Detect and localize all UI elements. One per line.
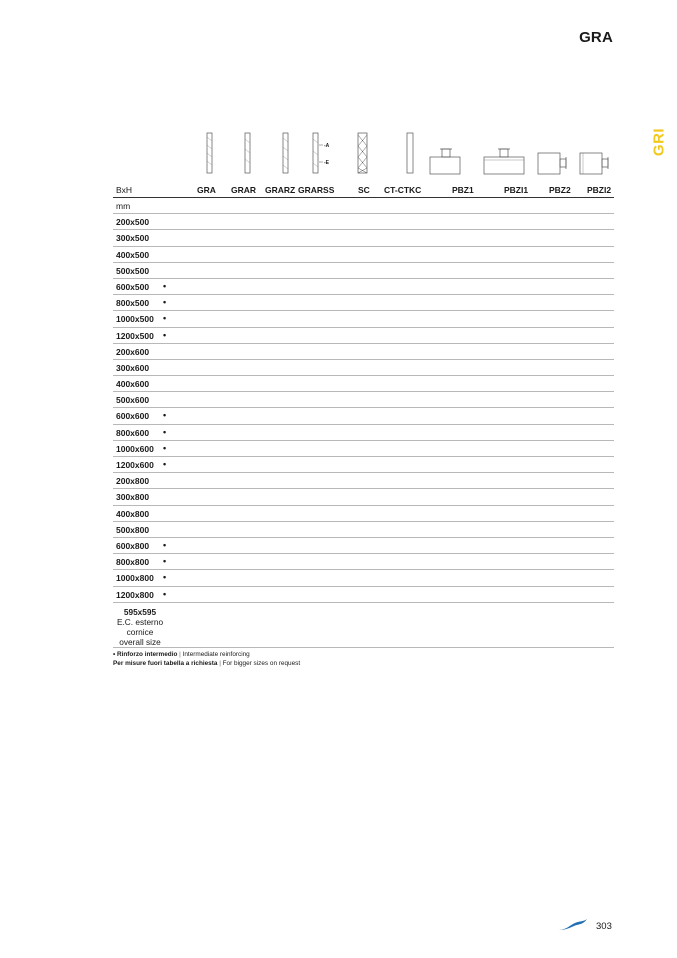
row-size: 600x600 bbox=[116, 411, 150, 422]
reinforcing-mark: • bbox=[163, 539, 167, 550]
table-row bbox=[113, 489, 614, 505]
pbzi2-drawing bbox=[578, 151, 614, 175]
row-size: 500x500 bbox=[116, 265, 150, 276]
table-row bbox=[113, 279, 614, 295]
reinforcing-mark: • bbox=[163, 588, 167, 599]
col-grarss: GRARSS bbox=[298, 185, 335, 195]
reinforcing-mark: • bbox=[163, 410, 167, 421]
row-size: 500x600 bbox=[116, 395, 150, 406]
col-ct-ctkc: CT-CTKC bbox=[384, 185, 422, 195]
table-row bbox=[113, 506, 614, 522]
table-row bbox=[113, 392, 614, 408]
row-size: 500x800 bbox=[116, 524, 150, 535]
row-size: 800x500 bbox=[116, 298, 150, 309]
table-row bbox=[113, 457, 614, 473]
row-size: 400x600 bbox=[116, 379, 150, 390]
reinforcing-mark: • bbox=[163, 442, 167, 453]
overall-size-cell bbox=[116, 607, 164, 647]
table-row bbox=[113, 295, 614, 311]
note-reinforcing: • Rinforzo intermedio | Intermediate reinforcing bbox=[113, 651, 250, 658]
row-size: 1200x500 bbox=[116, 330, 154, 341]
table-row bbox=[113, 214, 614, 230]
page-number: 303 bbox=[596, 921, 612, 932]
unit-label: mm bbox=[116, 201, 131, 211]
row-size: 800x800 bbox=[116, 557, 150, 568]
row-size: 200x600 bbox=[116, 346, 150, 357]
row-size: 1000x600 bbox=[116, 443, 154, 454]
row-size: 600x800 bbox=[116, 540, 150, 551]
table-row bbox=[113, 441, 614, 457]
size-table bbox=[113, 181, 614, 648]
reinforcing-mark: • bbox=[163, 459, 167, 469]
page-title: GRA bbox=[579, 29, 613, 46]
col-pbzi1: PBZI1 bbox=[504, 185, 529, 195]
label-a: -A bbox=[324, 143, 330, 149]
table-row-unit bbox=[113, 198, 614, 214]
reinforcing-mark: • bbox=[163, 572, 167, 583]
table-row-overall bbox=[113, 603, 614, 648]
reinforcing-mark: • bbox=[163, 280, 167, 291]
col-sc: SC bbox=[358, 185, 370, 195]
reinforcing-mark: • bbox=[163, 556, 167, 567]
table-row bbox=[113, 328, 614, 344]
overall-size: 595x595 bbox=[123, 606, 157, 617]
row-size: 400x500 bbox=[116, 249, 150, 260]
col-gra: GRA bbox=[197, 185, 216, 195]
table-row bbox=[113, 247, 614, 263]
table-row bbox=[113, 344, 614, 360]
table-row bbox=[113, 408, 614, 424]
col-grar: GRAR bbox=[231, 185, 257, 195]
gra-drawing bbox=[205, 133, 215, 173]
wave-logo-icon bbox=[558, 918, 588, 932]
table-rows bbox=[113, 214, 614, 603]
label-e: -E bbox=[324, 160, 329, 166]
overall-line2: E.C. esterno bbox=[116, 616, 164, 627]
table-row bbox=[113, 587, 614, 603]
row-size: 400x800 bbox=[116, 508, 150, 519]
row-size: 1000x800 bbox=[116, 573, 154, 584]
row-size: 300x800 bbox=[116, 492, 150, 503]
row-size: 1200x800 bbox=[116, 589, 154, 600]
overall-line3: cornice bbox=[126, 626, 154, 637]
col-pbzi2: PBZI2 bbox=[587, 185, 612, 195]
pbzi1-drawing bbox=[482, 147, 526, 175]
note-bigger-sizes: Per misure fuori tabella a richiesta | For bigger sizes on request bbox=[113, 659, 301, 667]
grarz-drawing bbox=[281, 133, 291, 173]
notes bbox=[113, 651, 300, 668]
row-size: 1000x500 bbox=[116, 314, 154, 325]
overall-line4: overall size bbox=[119, 636, 161, 647]
col-pbz2: PBZ2 bbox=[549, 185, 571, 195]
grarss-drawing bbox=[311, 133, 337, 173]
reinforcing-mark: • bbox=[163, 313, 167, 324]
product-drawings bbox=[0, 125, 677, 181]
reinforcing-mark: • bbox=[163, 329, 167, 340]
table-row bbox=[113, 554, 614, 570]
table-row bbox=[113, 570, 614, 586]
row-size: 600x500 bbox=[116, 281, 150, 292]
row-size: 800x600 bbox=[116, 427, 150, 438]
table-row bbox=[113, 425, 614, 441]
pbz2-drawing bbox=[536, 151, 572, 175]
table-row bbox=[113, 311, 614, 327]
col-pbz1: PBZ1 bbox=[452, 185, 474, 195]
col-grarz: GRARZ bbox=[265, 185, 296, 195]
reinforcing-mark: • bbox=[163, 426, 167, 437]
table-row bbox=[113, 522, 614, 538]
table-row bbox=[113, 538, 614, 554]
table-header bbox=[113, 181, 614, 198]
row-size: 300x500 bbox=[116, 233, 150, 244]
row-size: 1200x600 bbox=[116, 460, 154, 470]
row-size: 200x500 bbox=[116, 217, 150, 228]
grar-drawing bbox=[243, 133, 253, 173]
table-row bbox=[113, 473, 614, 489]
table-row bbox=[113, 263, 614, 279]
table-row bbox=[113, 376, 614, 392]
row-size: 300x600 bbox=[116, 362, 150, 373]
ct-ctkc-drawing bbox=[405, 133, 417, 173]
side-tab-label: GRI bbox=[650, 127, 668, 157]
table-row bbox=[113, 230, 614, 246]
pbz1-drawing bbox=[428, 147, 462, 175]
reinforcing-mark: • bbox=[163, 297, 167, 308]
sc-drawing bbox=[357, 133, 369, 173]
table-row bbox=[113, 360, 614, 376]
col-bxh: BxH bbox=[116, 185, 133, 195]
row-size: 200x800 bbox=[116, 476, 150, 487]
